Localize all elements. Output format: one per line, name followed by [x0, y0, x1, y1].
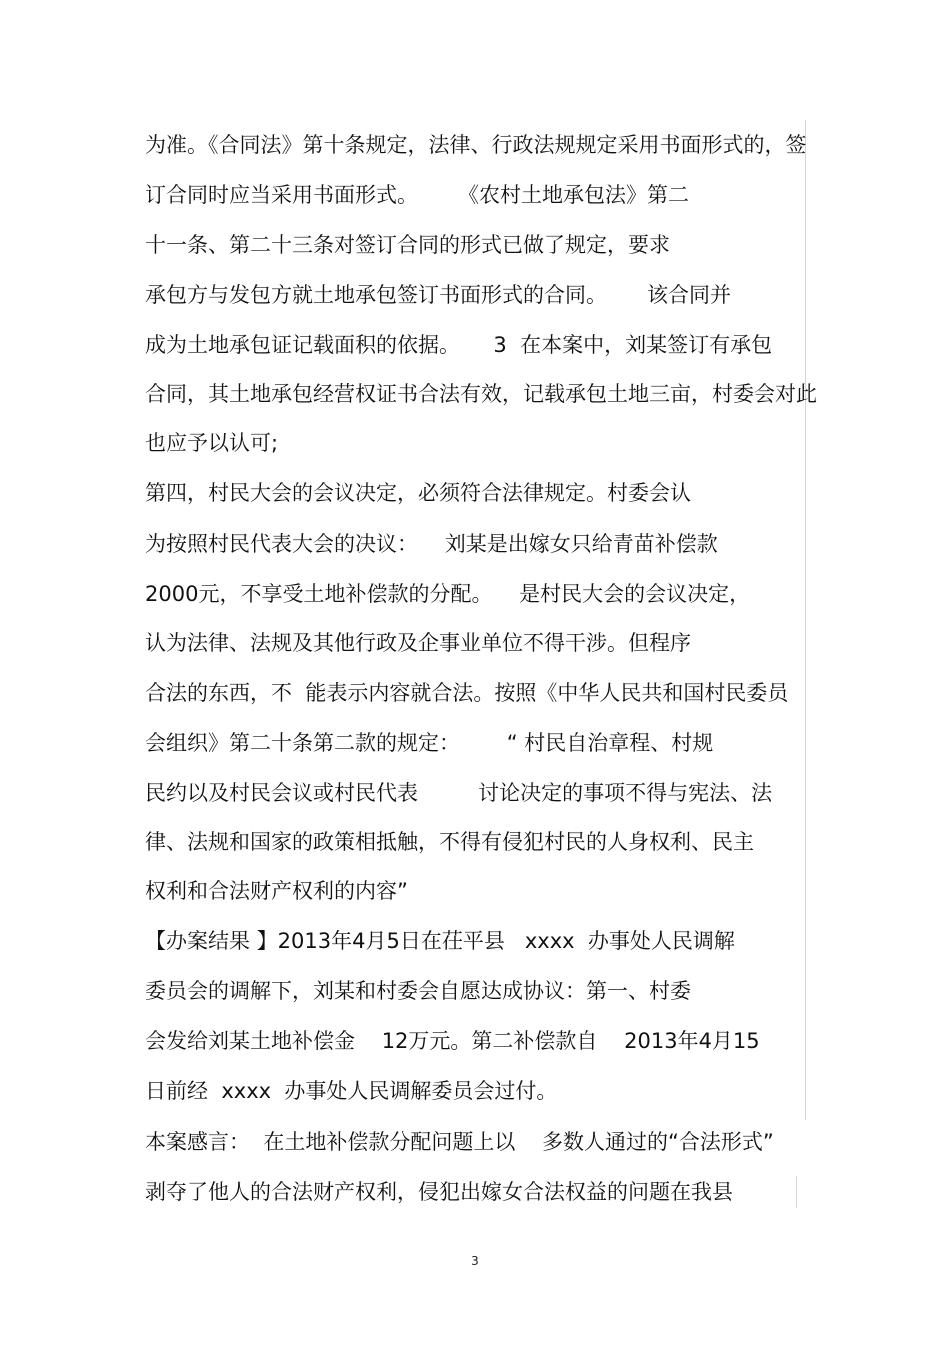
body-line: 律、法规和国家的政策相抵触，不得有侵犯村民的人身权利、民主 [145, 830, 754, 854]
body-line: 2000元，不享受土地补偿款的分配。 是村民大会的会议决定， [145, 582, 751, 606]
body-line: 日前经 xxxx 办事处人民调解委员会过付。 [145, 1079, 558, 1103]
reflection-line: 本案感言： 在土地补偿款分配问题上以 多数人通过的“合法形式” [145, 1130, 774, 1154]
right-margin-rule-lower [796, 1176, 797, 1208]
right-margin-rule [805, 120, 806, 1120]
body-line: 第四，村民大会的会议决定，必须符合法律规定。村委会认 [145, 481, 691, 505]
body-line: 会发给刘某土地补偿金 12万元。第二补偿款自 2013年4月15 [145, 1029, 760, 1053]
body-line: 十一条、第二十三条对签订合同的形式已做了规定，要求 [145, 233, 670, 257]
page-number: 3 [471, 1254, 479, 1268]
body-line: 为按照村民代表大会的决议： 刘某是出嫁女只给青苗补偿款 [145, 532, 718, 556]
body-line: 会组织》第二十条第二款的规定： “ 村民自治章程、村规 [145, 731, 714, 755]
body-line: 也应予以认可; [145, 431, 279, 455]
body-line: 订合同时应当采用书面形式。 《农村土地承包法》第二 [145, 183, 690, 207]
body-line: 民约以及村民会议或村民代表 讨论决定的事项不得与宪法、法 [145, 781, 773, 805]
body-line: 认为法律、法规及其他行政及企事业单位不得干涉。但程序 [145, 631, 691, 655]
body-line: 成为土地承包证记载面积的依据。 3 在本案中，刘某签订有承包 [145, 333, 773, 357]
body-line: 承包方与发包方就土地承包签订书面形式的合同。 该合同并 [145, 283, 732, 307]
body-line: 为准。《合同法》第十条规定，法律、行政法规规定采用书面形式的，签 [145, 133, 807, 157]
body-line: 合法的东西，不 能表示内容就合法。按照《中华人民共和国村民委员 [145, 681, 789, 705]
body-line: 合同，其土地承包经营权证书合法有效，记载承包土地三亩，村委会对此 [145, 382, 817, 406]
body-line: 委员会的调解下，刘某和村委会自愿达成协议：第一、村委 [145, 979, 691, 1003]
body-line: 剥夺了他人的合法财产权利，侵犯出嫁女合法权益的问题在我县 [145, 1180, 733, 1204]
body-line: 权利和合法财产权利的内容” [145, 879, 408, 903]
case-result-line: 【办案结果 】2013年4月5日在茌平县 xxxx 办事处人民调解 [145, 929, 735, 953]
